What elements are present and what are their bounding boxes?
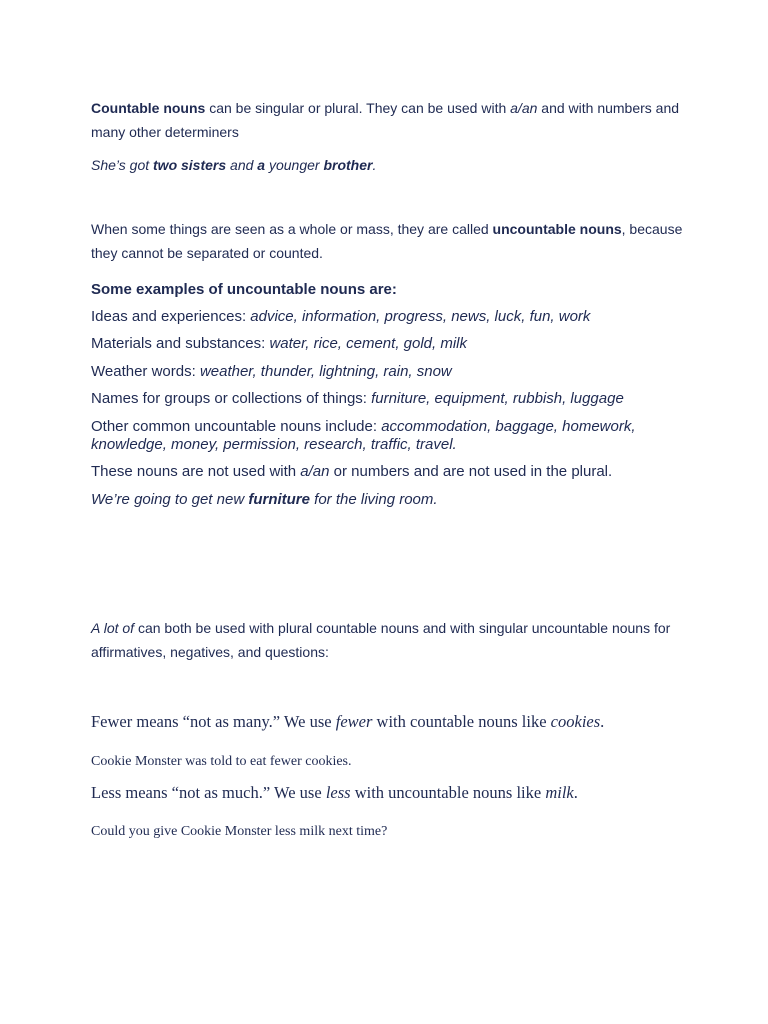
examples-heading: Some examples of uncountable nouns are: [91,281,397,298]
example-line: Materials and substances: water, rice, cement, gold, milk [91,335,468,352]
uncountable-definition: When some things are seen as a whole or mass, they are called uncountable nouns, because they cannot be separated or counted. [91,221,683,261]
countable-term: Countable nouns [91,100,206,116]
countable-example-sentence: She’s got two sisters and a younger brother. [91,157,377,173]
example-line: Other common uncountable nouns include: accommodation, baggage, homework, knowledge, money, permission, research, traffic, travel. [91,418,636,453]
less-definition: Less means “not as much.” We use less with uncountable nouns like milk. [91,783,578,802]
uncountable-term: uncountable nouns [492,221,622,237]
example-line: Weather words: weather, thunder, lightning, rain, snow [91,363,452,380]
fewer-definition: Fewer means “not as many.” We use fewer with countable nouns like cookies. [91,712,605,731]
countable-definition: Countable nouns can be singular or plural. They can be used with a/an and with numbers and many other determiners [91,100,680,140]
furniture-example-sentence: We’re going to get new furniture for the living room. [91,491,438,508]
fewer-example-sentence: Cookie Monster was told to eat fewer cookies. [91,754,352,769]
a-lot-of-term: A lot of [91,620,135,636]
example-line: Names for groups or collections of things: furniture, equipment, rubbish, luggage [91,390,624,407]
a-lot-of-note: A lot of can both be used with plural countable nouns and with singular uncountable nouns for affirmatives, negatives, and questions: [91,620,671,660]
not-used-note: These nouns are not used with a/an or numbers and are not used in the plural. [91,463,613,480]
less-example-sentence: Could you give Cookie Monster less milk next time? [91,824,388,839]
example-line: Ideas and experiences: advice, information, progress, news, luck, fun, work [91,308,591,325]
